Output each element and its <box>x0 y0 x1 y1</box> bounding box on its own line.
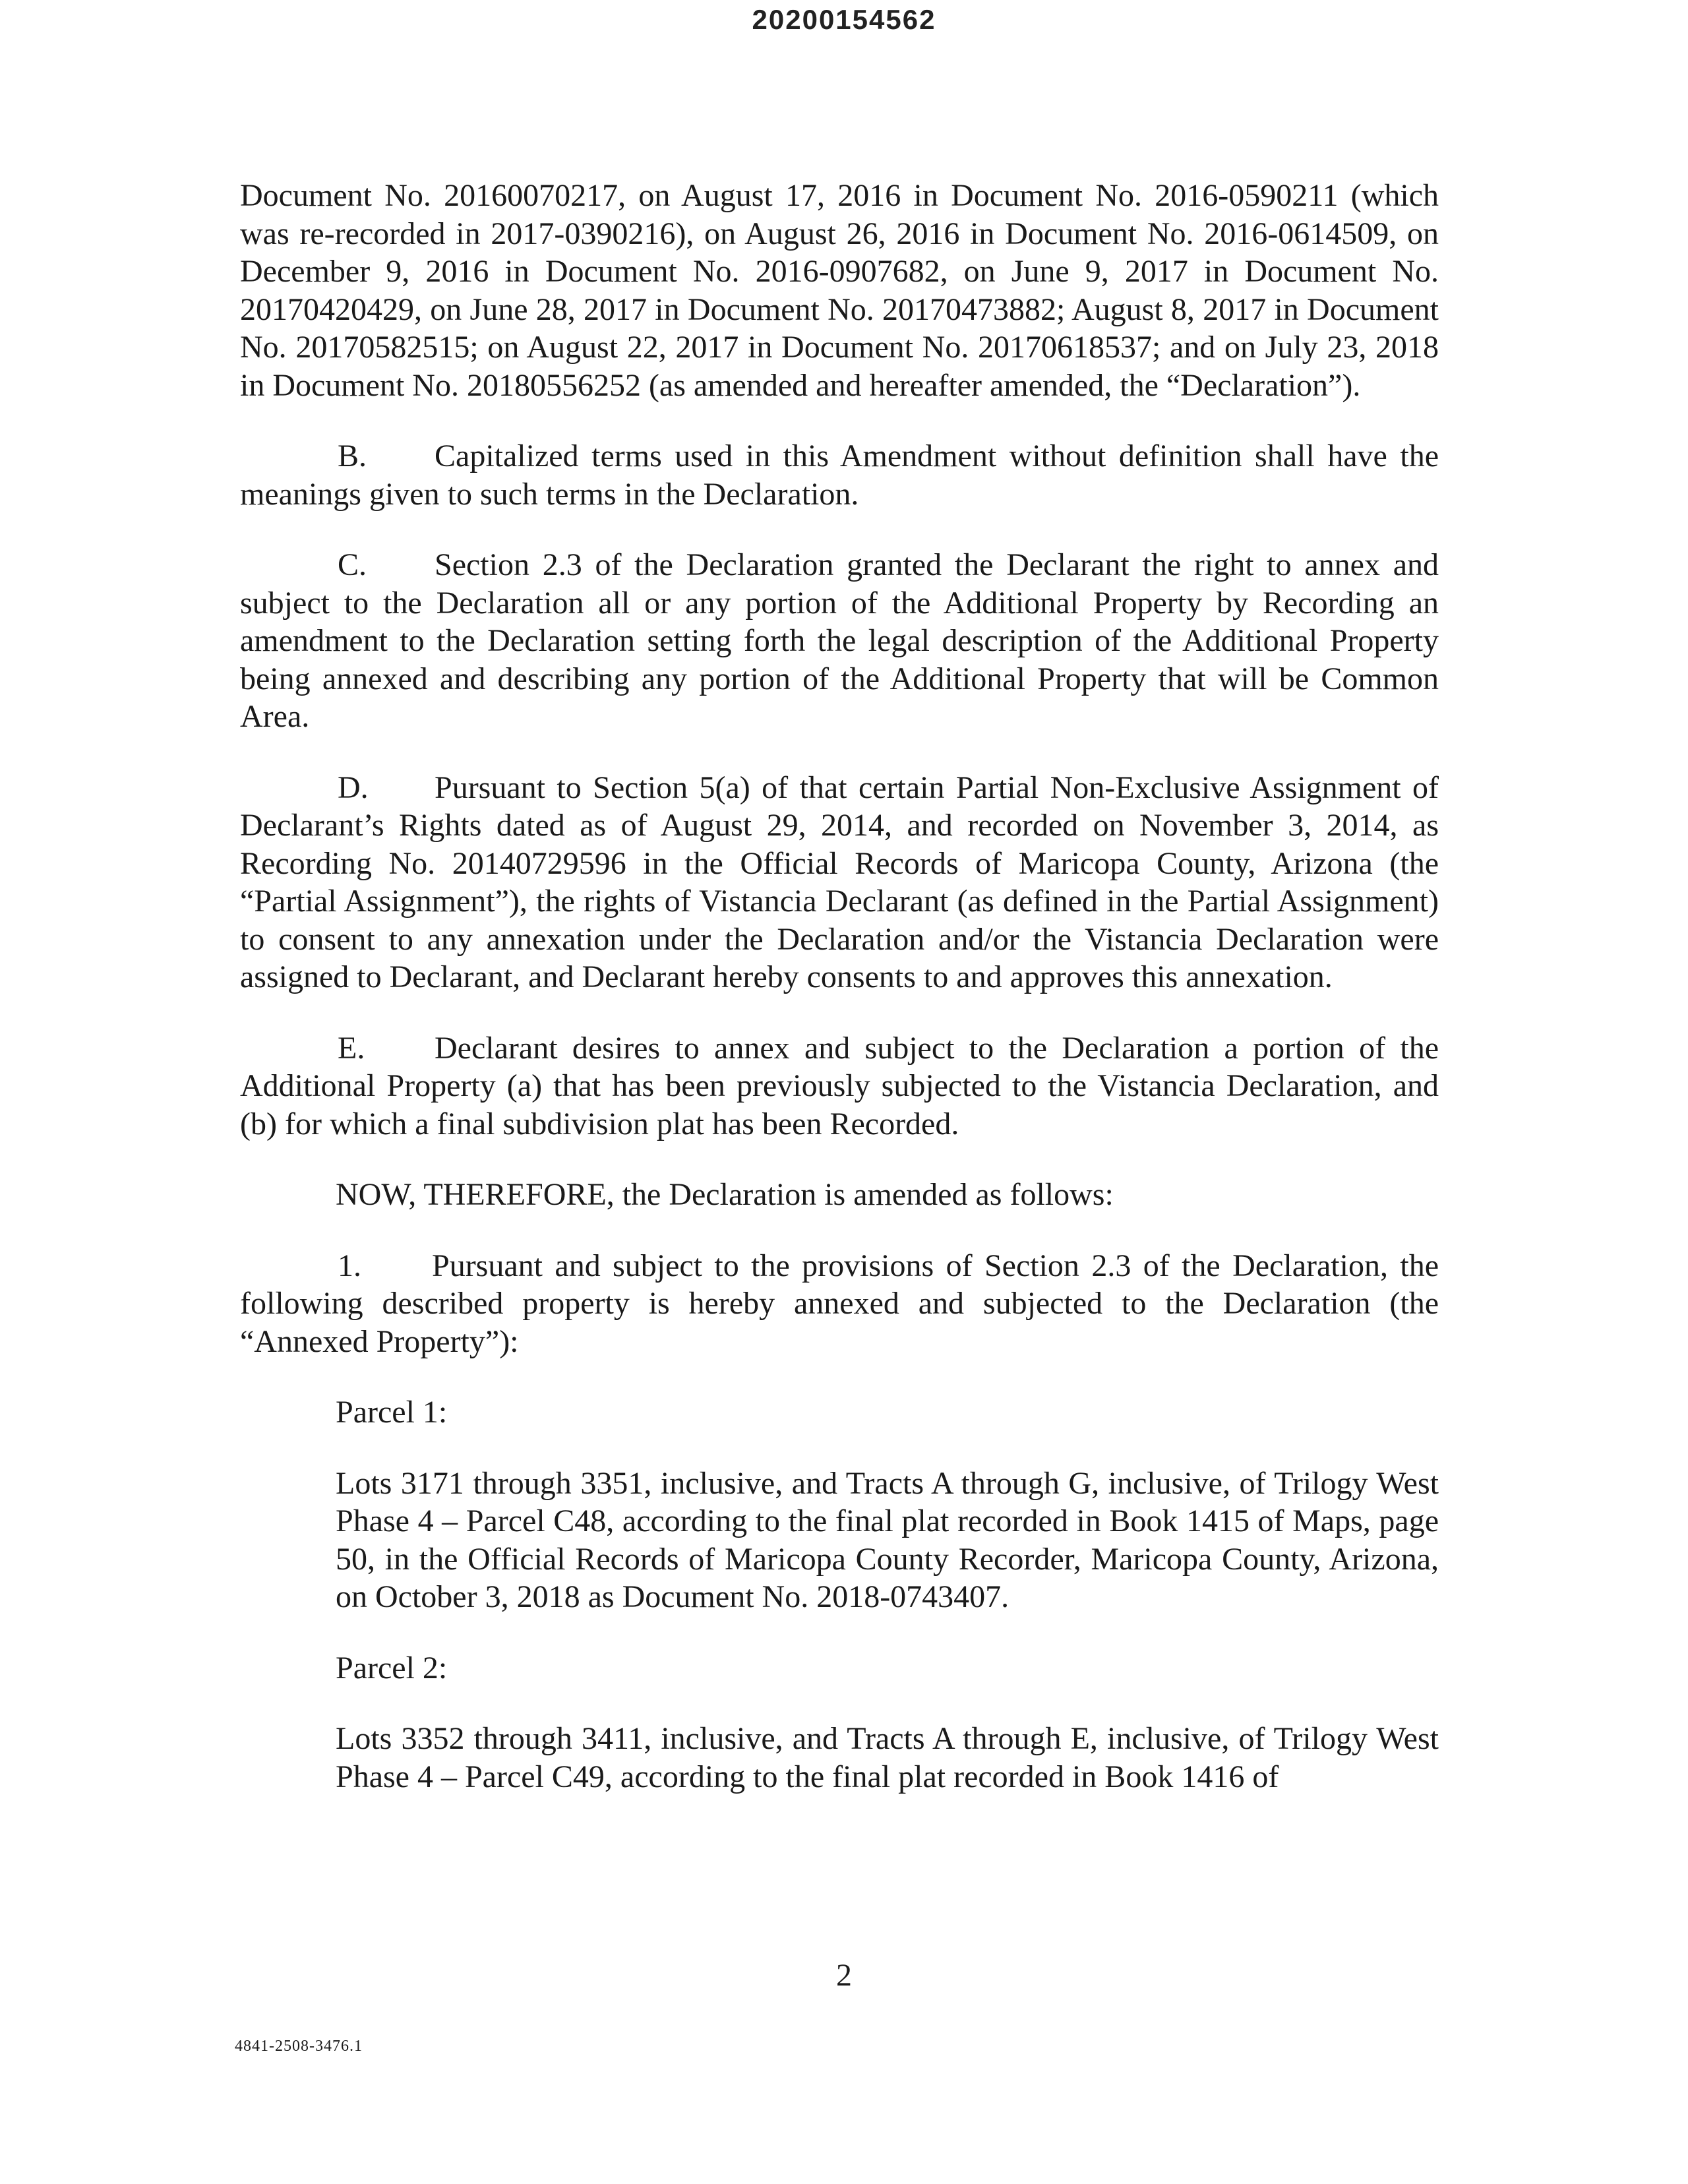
paragraph-b-text: Capitalized terms used in this Amendment without definition shall have the meanings given to such terms in the Declaration. <box>240 439 1439 512</box>
paragraph-d <box>240 769 1439 996</box>
recording-number: 20200154562 <box>752 4 936 35</box>
parcel-1-description: Lots 3171 through 3351, inclusive, and Tracts A through G, inclusive, of Trilogy West Phase 4 – Parcel C48, according to the final plat recorded in Book 1415 of Maps, page 50, in the Official Records of Maricopa County Recorder, Maricopa County, Arizona, on October 3, 2018 as Document No. 2018-0743407. <box>336 1465 1439 1614</box>
paragraph-e <box>240 1029 1439 1143</box>
parcel-list <box>336 1393 1439 1796</box>
now-therefore-text: NOW, THEREFORE, the Declaration is amended as follows: <box>336 1177 1114 1212</box>
paragraph-1-text: Pursuant and subject to the provisions of Section 2.3 of the Declaration, the following described property is hereby annexed and subjected to the Declaration (the “Annexed Property”): <box>240 1248 1439 1359</box>
document-body <box>240 177 1439 1829</box>
paragraph-1 <box>240 1247 1439 1361</box>
now-therefore-paragraph <box>240 1176 1439 1214</box>
paragraph-d-text: Pursuant to Section 5(a) of that certain Partial Non-Exclusive Assignment of Declarant’s Rights dated as of August 29, 2014, and recorded on November 3, 2014, as Recording No. 20140729596 in the Official Records of Maricopa County, Arizona (the “Partial Assignment”), the rights of Vistancia Declarant (as defined in the Partial Assignment) to consent to any annexation under the Declaration and/or the Vistancia Declaration were assigned to Declarant, and Declarant hereby consents to and approves this annexation. <box>240 770 1439 994</box>
paragraph-b <box>240 437 1439 513</box>
paragraph-b-label: B. <box>338 439 367 473</box>
page-number: 2 <box>836 1958 852 1993</box>
document-id: 4841-2508-3476.1 <box>235 2038 363 2055</box>
parcel-2-heading: Parcel 2: <box>336 1650 448 1685</box>
paragraph-e-label: E. <box>338 1030 365 1066</box>
paragraph-c <box>240 546 1439 736</box>
continuation-paragraph: Document No. 20160070217, on August 17, 2016 in Document No. 2016-0590211 (which was re-recorded in 2017-0390216), on August 26, 2016 in Document No. 2016-0614509, on December 9, 2016 in Document No. 2016-0907682, on June 9, 2017 in Document No. 20170420429, on June 28, 2017 in Document No. 20170473882; August 8, 2017 in Document No. 20170582515; on August 22, 2017 in Document No. 20170618537; and on July 23, 2018 in Document No. 20180556252 (as amended and hereafter amended, the “Declaration”). <box>240 178 1439 403</box>
paragraph-e-text: Declarant desires to annex and subject to the Declaration a portion of the Additional Property (a) that has been previously subjected to the Vistancia Declaration, and (b) for which a final subdivision plat has been Recorded. <box>240 1030 1439 1141</box>
parcel-1-heading: Parcel 1: <box>336 1395 448 1430</box>
paragraph-c-label: C. <box>338 547 367 582</box>
paragraph-d-label: D. <box>338 770 369 805</box>
paragraph-c-text: Section 2.3 of the Declaration granted the Declarant the right to annex and subject to the Declaration all or any portion of the Additional Property by Recording an amendment to the Declaration setting forth the legal description of the Additional Property being annexed and describing any portion of the Additional Property that will be Common Area. <box>240 547 1439 734</box>
parcel-2-description: Lots 3352 through 3411, inclusive, and Tracts A through E, inclusive, of Trilogy West Phase 4 – Parcel C49, according to the final plat recorded in Book 1416 of <box>336 1721 1439 1794</box>
paragraph-1-label: 1. <box>338 1248 361 1283</box>
